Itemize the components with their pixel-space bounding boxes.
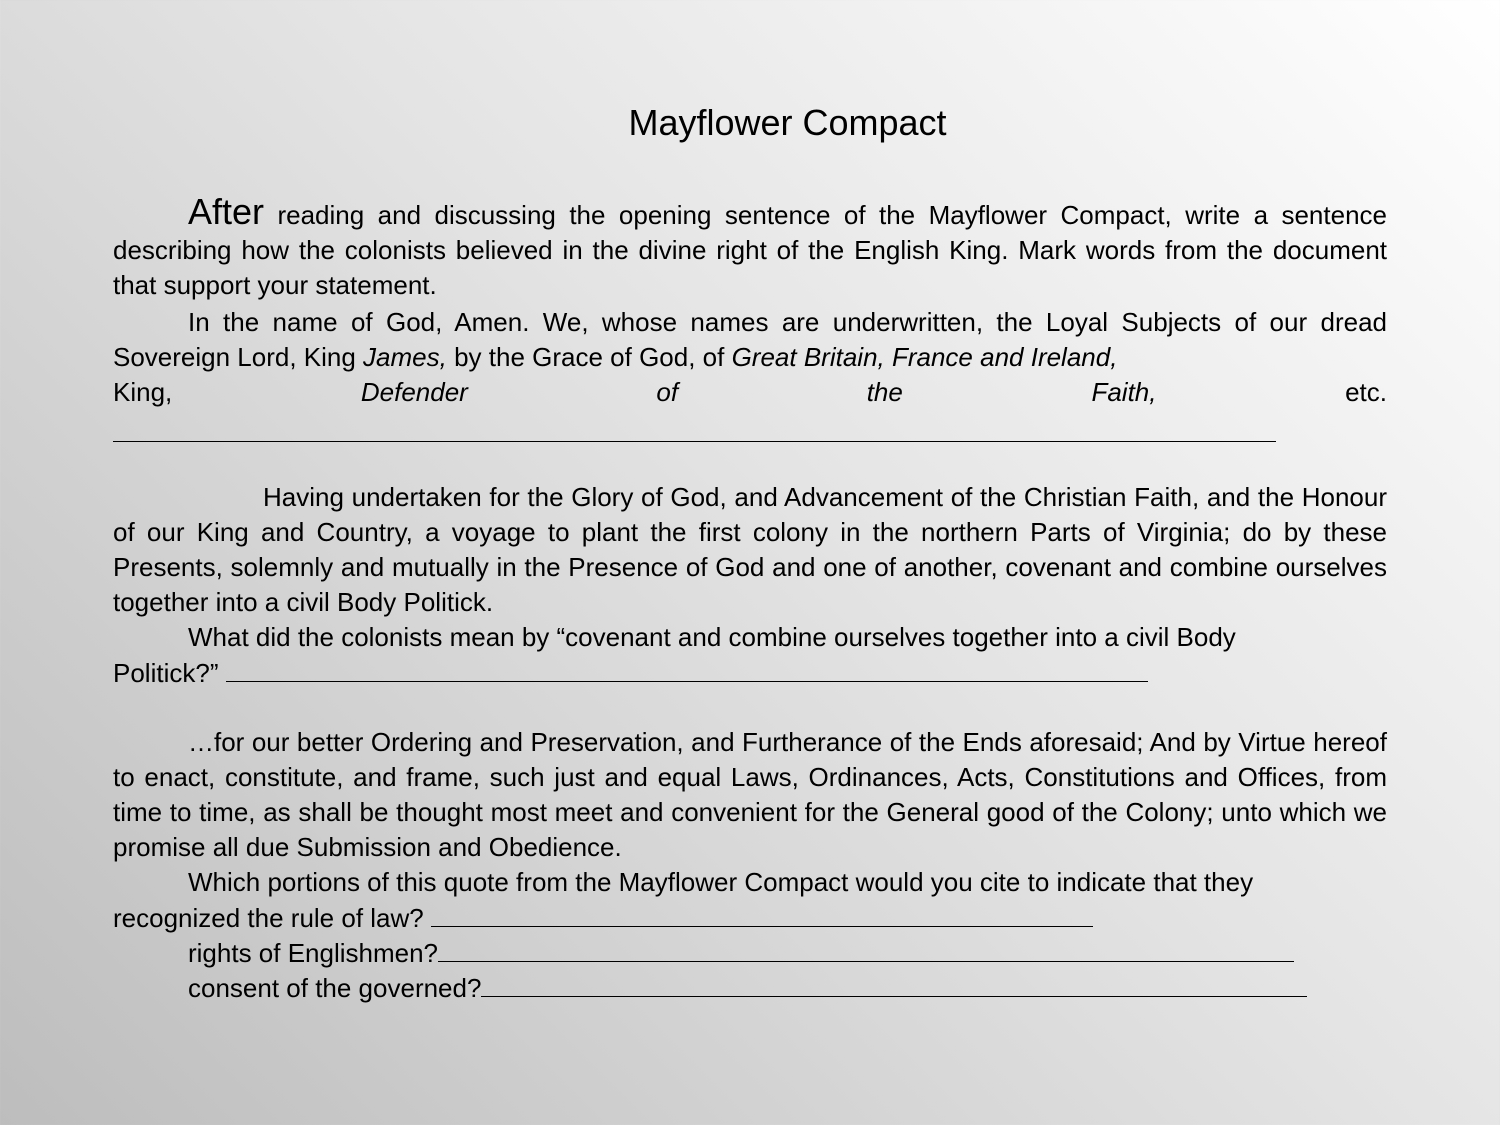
quote-paragraph-3: …for our better Ordering and Preservation, and Furtherance of the Ends aforesaid; And by Virtue hereof to enact, constitute, and frame, such just and equal Laws, Ordinances, Acts, Constitutions and Offices, from time to time, as shall be thought most meet and convenient for the General good of the Colony; unto which we promise all due Submission and Obedience. xyxy=(113,727,1387,862)
question-text: consent of the governed? xyxy=(188,973,482,1003)
king-line xyxy=(113,375,1387,410)
quote-text: In the name of God, Amen. We, whose names are underwritten, the Loyal Subjects of our dread Sovereign Lord, King xyxy=(113,307,1387,372)
question-3 xyxy=(113,865,1387,900)
word: the xyxy=(866,377,903,407)
question-text: rights of Englishmen? xyxy=(188,938,439,968)
prompt-paragraph-1 xyxy=(113,191,1387,303)
answer-blank-2[interactable] xyxy=(226,655,1148,682)
quote-paragraph-1 xyxy=(113,305,1387,375)
word: King, xyxy=(113,377,173,407)
answer-blank-rights[interactable] xyxy=(438,935,1294,962)
question-2 xyxy=(113,620,1387,655)
word: Faith, xyxy=(1091,377,1157,407)
quote-italic: Great Britain, France and Ireland, xyxy=(731,342,1118,372)
answer-blank-1[interactable] xyxy=(113,441,1276,442)
question-2-answer-line xyxy=(113,655,1387,691)
page-title: Mayflower Compact xyxy=(628,102,947,143)
quote-paragraph-2: Having undertaken for the Glory of God, and Advancement of the Christian Faith, and the Honour of our King and Country, a voyage to plant the first colony in the northern Parts of Virginia; do by these Presents, solemnly and mutually in the Presence of God and one of another, covenant and combine ourselves together into a civil Body Politick. xyxy=(113,482,1387,617)
question-text: recognized the rule of law? xyxy=(113,903,431,933)
word: etc. xyxy=(1345,377,1387,407)
question-text: What did the colonists mean by “covenant and combine ourselves together into a civil Body xyxy=(188,622,1236,652)
word: of xyxy=(656,377,679,407)
word: Defender xyxy=(360,377,468,407)
answer-blank-consent[interactable] xyxy=(481,970,1307,997)
answer-blank-rule-of-law[interactable] xyxy=(431,900,1093,927)
rights-line xyxy=(188,935,1388,971)
prompt-text: reading and discussing the opening sentence of the Mayflower Compact, write a sentence describing how the colonists believed in the divine right of the English King. Mark words from the document that support your statement. xyxy=(113,200,1387,300)
rule-of-law-line xyxy=(113,900,1387,936)
question-text: Politick?” xyxy=(113,658,226,688)
consent-line xyxy=(188,970,1388,1006)
quote-italic: James, xyxy=(363,342,447,372)
first-word: After xyxy=(188,191,265,232)
question-text: Which portions of this quote from the Mayflower Compact would you cite to indicate that they xyxy=(188,867,1254,897)
quote-text: by the Grace of God, of xyxy=(446,342,732,372)
